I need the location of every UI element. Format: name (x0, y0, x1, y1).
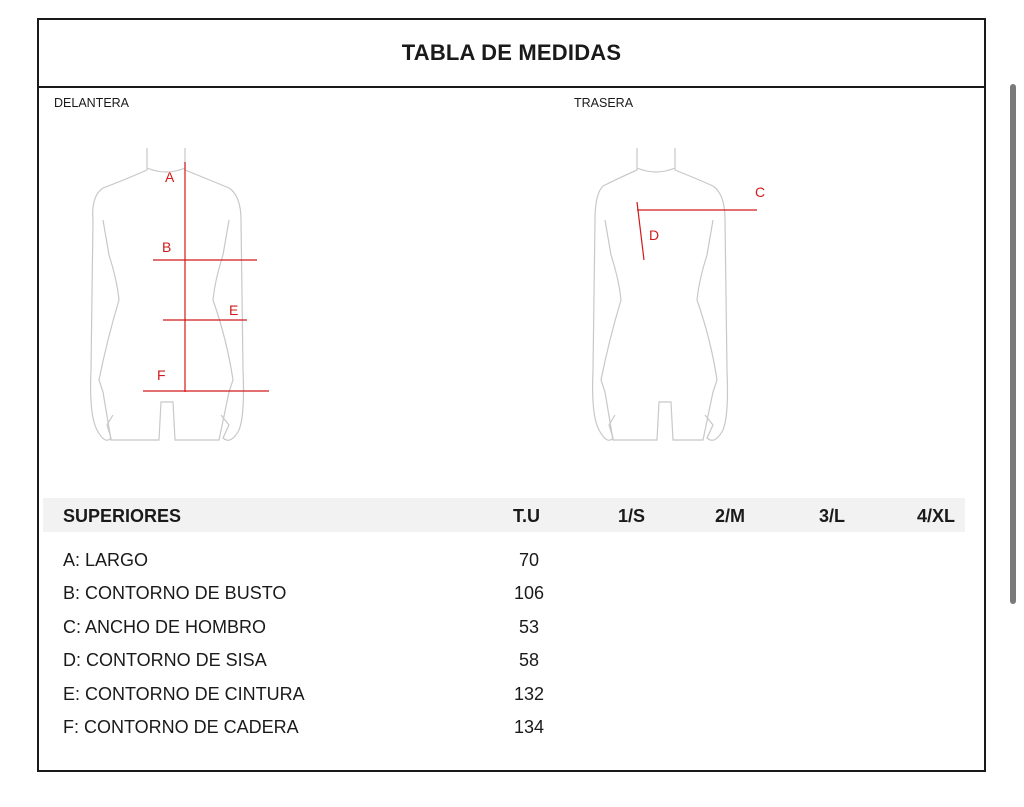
front-body-outline (91, 148, 244, 440)
measurement-value-tu: 132 (513, 683, 545, 704)
measurement-value-tu: 58 (518, 650, 540, 671)
vertical-scrollbar[interactable] (1010, 84, 1016, 604)
title-bar (39, 20, 984, 88)
measurement-value-tu: 70 (518, 550, 540, 570)
measurement-label: E: CONTORNO DE CINTURA (63, 683, 305, 704)
marker-c: C (755, 184, 766, 200)
table-row (43, 678, 965, 711)
table-body (43, 544, 965, 744)
size-table (43, 498, 965, 744)
size-chart-frame (37, 18, 986, 772)
measurement-value-tu: 53 (518, 616, 540, 637)
size-header-s: 1/S (618, 506, 646, 526)
marker-f: F (157, 367, 166, 383)
back-view-label: TRASERA (574, 96, 634, 110)
marker-a: A (165, 169, 175, 185)
table-row (43, 711, 965, 744)
back-mannequin-figure (579, 140, 779, 480)
front-view-label: DELANTERA (54, 96, 130, 110)
measurement-label: A: LARGO (63, 550, 149, 570)
category-header: SUPERIORES (63, 506, 182, 526)
measurement-label: B: CONTORNO DE BUSTO (63, 583, 287, 604)
table-row (43, 611, 965, 644)
size-header-tu: T.U (513, 506, 540, 526)
marker-b: B (162, 239, 172, 255)
table-header-row (43, 498, 965, 532)
measurement-label: D: CONTORNO DE SISA (63, 650, 267, 671)
table-row (43, 577, 965, 610)
table-row (43, 544, 965, 577)
marker-e: E (229, 302, 239, 318)
measurement-label: C: ANCHO DE HOMBRO (63, 616, 267, 637)
back-body-outline (593, 148, 728, 440)
front-mannequin-figure (89, 140, 289, 480)
front-measure-lines (143, 162, 269, 392)
size-header-m: 2/M (715, 506, 746, 526)
page-title: TABLA DE MEDIDAS (401, 40, 622, 65)
measurement-value-tu: 134 (513, 716, 545, 737)
marker-d: D (649, 227, 660, 243)
measurement-value-tu: 106 (513, 583, 545, 604)
size-header-l: 3/L (819, 506, 846, 526)
measurement-label: F: CONTORNO DE CADERA (63, 716, 299, 737)
measure-line-d (637, 202, 644, 260)
table-row (43, 644, 965, 677)
size-header-xl: 4/XL (917, 506, 956, 526)
